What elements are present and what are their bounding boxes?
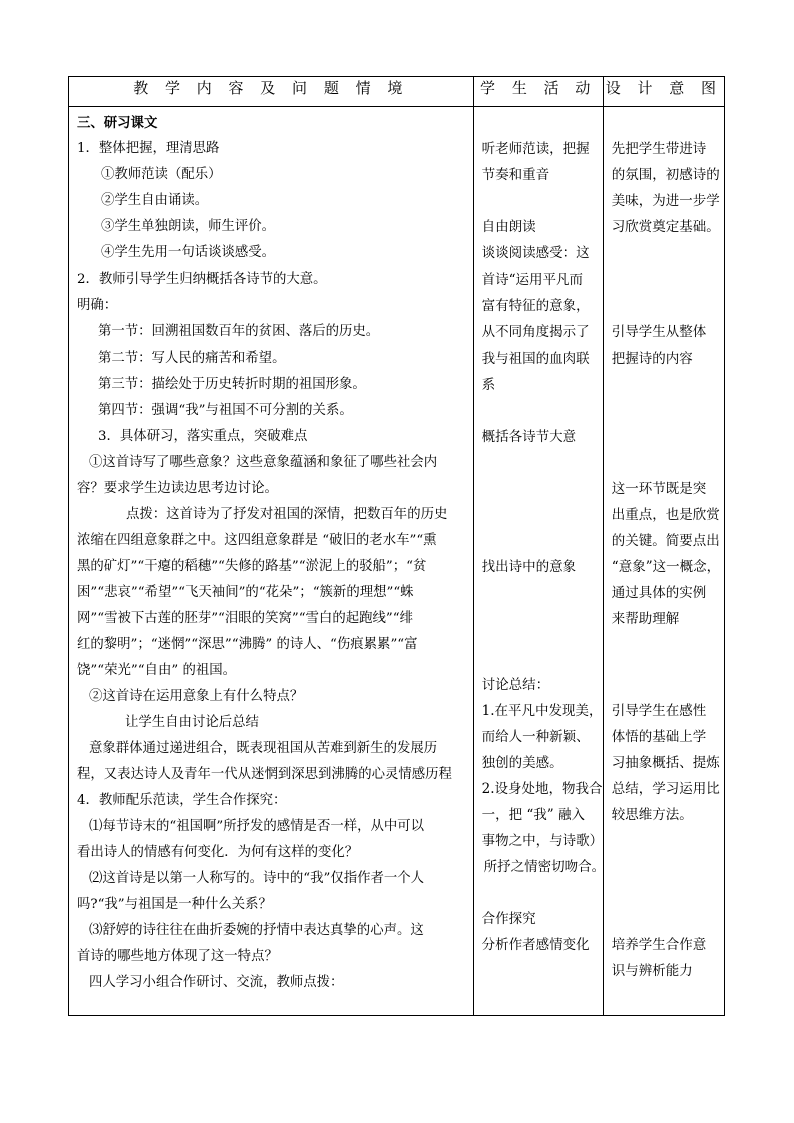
content-line: ②学生自由诵读。 xyxy=(101,193,209,208)
intent-line: 引导学生在感性 xyxy=(611,703,707,719)
content-line: 红的黎明”；“迷惘”“深思”“沸腾” 的诗人、“伤痕累累”“富 xyxy=(77,637,418,652)
intent-line: 这一环节既是突 xyxy=(611,481,707,497)
lesson-plan-table xyxy=(68,76,725,1016)
content-line: 容？要求学生边读边思考边讨论。 xyxy=(77,481,278,496)
activity-line: 我与祖国的血肉联 xyxy=(481,351,590,367)
content-line: ④学生先用一句话谈谈感受。 xyxy=(101,245,276,260)
intent-line: 习抽象概括、提炼 xyxy=(611,755,720,771)
content-line: ①教师范读（配乐） xyxy=(101,167,222,182)
content-line: 1．整体把握，理清思路 xyxy=(77,141,220,156)
content-line: ⑴每节诗末的“祖国啊”所抒发的感情是否一样，从中可以 xyxy=(89,819,425,834)
content-line: 第二节：写人民的痛苦和希望。 xyxy=(98,351,286,366)
header-activity: 学 生 活 动 xyxy=(473,77,603,107)
intent-line: 通过具体的实例 xyxy=(611,585,707,601)
content-line: ①这首诗写了哪些意象？这些意象蕴涵和象征了哪些社会内 xyxy=(89,455,438,470)
activity-line: 1.在平凡中发现美， xyxy=(481,703,603,719)
activity-line: 独创的美感。 xyxy=(481,755,563,771)
content-line: ③学生单独朗读，师生评价。 xyxy=(101,219,276,234)
content-line: 困”“悲哀”“希望”“飞天袖间”的“花朵”；“簇新的理想”“蛛 xyxy=(77,585,414,600)
header-intent: 设 计 意 图 xyxy=(603,77,724,107)
content-line: ⑵这首诗是以第一人称写的。诗中的“我”仅指作者一个人 xyxy=(89,871,425,886)
header-row xyxy=(69,77,725,107)
content-line: 让学生自由讨论后总结 xyxy=(125,715,259,730)
activity-line: 首诗“运用平凡而 xyxy=(481,272,584,288)
activity-line: 2.设身处地，物我合 xyxy=(481,781,603,797)
intent-line: 引导学生从整体 xyxy=(611,324,707,340)
activity-line: 概括各诗节大意 xyxy=(481,429,577,445)
intent-line: 培养学生合作意 xyxy=(611,937,707,953)
body-row xyxy=(69,107,725,1016)
content-line: 第三节：描绘处于历史转折时期的祖国形象。 xyxy=(98,377,366,392)
content-line: 浓缩在四组意象群之中。这四组意象群是 “破旧的老水车”“熏 xyxy=(77,533,437,548)
content-line: 饶”“荣光”“自由” 的祖国。 xyxy=(77,663,236,678)
intent-line: 把握诗的内容 xyxy=(611,351,693,367)
content-line: 4．教师配乐范读，学生合作探究： xyxy=(77,793,287,808)
intent-line: 识与辨析能力 xyxy=(611,963,693,979)
content-line: 四人学习小组合作研讨、交流，教师点拨： xyxy=(89,975,344,990)
activity-line: 讨论总结： xyxy=(481,677,550,693)
activity-line: 而给人一种新颖、 xyxy=(481,729,590,745)
content-line: 点拨：这首诗为了抒发对祖国的深情，把数百年的历史 xyxy=(126,507,448,522)
intent-line: 较思维方法。 xyxy=(611,807,693,823)
intent-line: 先把学生带进诗 xyxy=(611,141,707,157)
intent-line: 体悟的基础上学 xyxy=(611,729,707,745)
intent-cell xyxy=(603,107,724,1016)
activity-line: 分析作者感情变化 xyxy=(481,937,590,953)
activity-line: 富有特征的意象， xyxy=(481,298,590,314)
intent-line: “意象”这一概念， xyxy=(611,559,721,575)
content-line: 第四节：强调“我”与祖国不可分割的关系。 xyxy=(98,403,353,418)
content-line: ②这首诗在运用意象上有什么特点？ xyxy=(89,689,304,704)
activity-line: 一，把 “我” 融入 xyxy=(481,807,585,823)
content-line: 看出诗人的情感有何变化．为何有这样的变化？ xyxy=(77,845,359,860)
content-line: 首诗的哪些地方体现了这一特点？ xyxy=(77,949,278,964)
intent-line: 总结，学习运用比 xyxy=(611,781,720,797)
content-line: 程，又表达诗人及青年一代从迷惘到深思到沸腾的心灵情感历程 xyxy=(77,767,452,782)
activity-cell xyxy=(473,107,606,1016)
activity-line: 谈谈阅读感受：这 xyxy=(481,245,590,261)
intent-line: 来帮助理解 xyxy=(611,611,680,627)
content-line: ⑶舒婷的诗往往在曲折委婉的抒情中表达真挚的心声。这 xyxy=(89,923,424,938)
activity-line: 找出诗中的意象 xyxy=(481,559,577,575)
content-line: 第一节：回溯祖国数百年的贫困、落后的历史。 xyxy=(98,324,380,339)
content-line: 明确： xyxy=(77,298,118,313)
section-heading: 三、研习课文 xyxy=(77,115,158,131)
content-line: 2．教师引导学生归纳概括各诗节的大意。 xyxy=(77,272,327,287)
content-line: 意象群体通过递进组合，既表现祖国从苦难到新生的发展历 xyxy=(89,741,438,756)
content-cell xyxy=(69,107,474,1016)
intent-line: 美味，为进一步学 xyxy=(611,193,720,209)
header-content: 教 学 内 容 及 问 题 情 境 xyxy=(69,77,474,107)
activity-line: 从不同角度揭示了 xyxy=(481,324,590,340)
content-line: 网”“雪被下古莲的胚芽”“泪眼的笑窝”“雪白的起跑线”“绯 xyxy=(77,611,413,626)
intent-line: 出重点，也是欣赏 xyxy=(611,507,720,523)
intent-line: 的关键。简要点出 xyxy=(611,533,720,549)
content-line: 吗?“我”与祖国是一种什么关系？ xyxy=(77,897,272,912)
activity-line: 所抒之情密切吻合。 xyxy=(483,859,606,875)
activity-line: 听老师范读，把握 xyxy=(481,141,590,157)
activity-line: 事物之中，与诗歌） xyxy=(481,833,604,849)
intent-line: 的氛围，初感诗的 xyxy=(611,167,720,183)
content-line: 黑的矿灯”“干瘪的稻穗”“失修的路基”“淤泥上的驳船”；“贫 xyxy=(77,559,427,574)
activity-line: 系 xyxy=(481,377,496,393)
activity-line: 合作探究 xyxy=(481,911,536,927)
intent-line: 习欣赏奠定基础。 xyxy=(611,219,720,235)
content-line: 3．具体研习，落实重点，突破难点 xyxy=(98,429,308,444)
activity-line: 自由朗读 xyxy=(481,219,536,235)
activity-line: 节奏和重音 xyxy=(481,167,550,183)
